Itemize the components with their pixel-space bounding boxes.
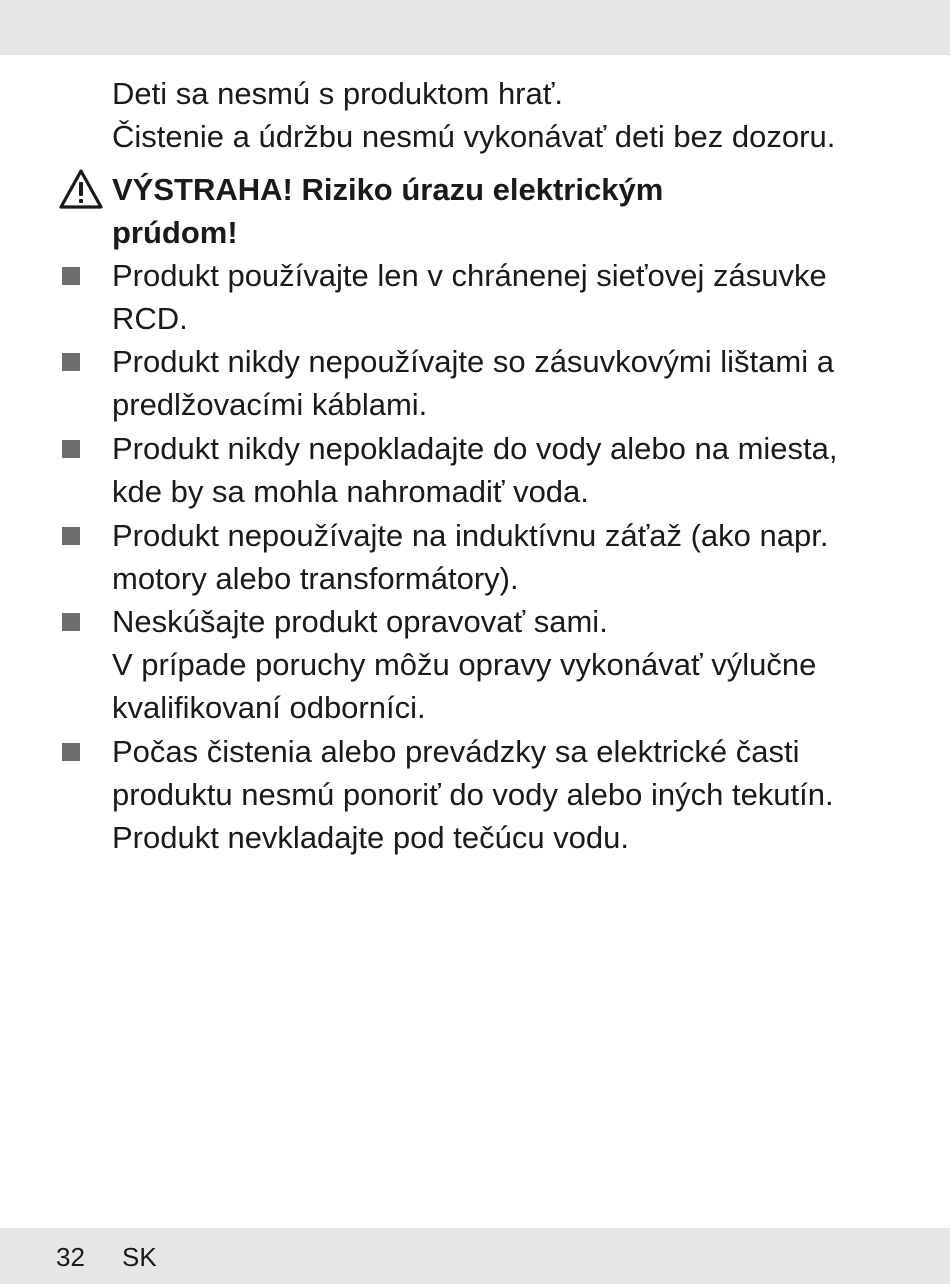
page-number: 32: [56, 1242, 85, 1272]
list-item-line: Produkt používajte len v chránenej sieťovej zásuvke: [112, 258, 827, 293]
bullet-icon: [62, 353, 80, 371]
header-band: [0, 0, 950, 55]
warning-triangle-icon: [58, 168, 104, 210]
list-item-line: motory alebo transformátory).: [112, 561, 519, 596]
bullet-icon: [62, 527, 80, 545]
list-item-line: produktu nesmú ponoriť do vody alebo iných tekutín.: [112, 777, 834, 812]
list-item-line: kde by sa mohla nahromadiť voda.: [112, 474, 589, 509]
warning-title-line-2: prúdom!: [112, 215, 238, 250]
list-item-line: predlžovacími káblami.: [112, 387, 428, 422]
intro-line-2: Čistenie a údržbu nesmú vykonávať deti bez dozoru.: [112, 119, 836, 154]
list-item-line: Produkt nikdy nepoužívajte so zásuvkovými lištami a: [112, 344, 834, 379]
bullet-icon: [62, 440, 80, 458]
list-item-line: Počas čistenia alebo prevádzky sa elektrické časti: [112, 734, 800, 769]
intro-line-1: Deti sa nesmú s produktom hrať.: [112, 76, 563, 111]
list-item-line: V prípade poruchy môžu opravy vykonávať výlučne: [112, 647, 817, 682]
list-item-line: Produkt nikdy nepokladajte do vody alebo na miesta,: [112, 431, 838, 466]
bullet-icon: [62, 613, 80, 631]
bullet-icon: [62, 743, 80, 761]
list-item-line: kvalifikovaní odborníci.: [112, 690, 426, 725]
language-code: SK: [122, 1242, 157, 1272]
bullet-icon: [62, 267, 80, 285]
list-item-line: Neskúšajte produkt opravovať sami.: [112, 604, 608, 639]
warning-title-line-1: VÝSTRAHA! Riziko úrazu elektrickým: [112, 172, 664, 207]
list-item-line: RCD.: [112, 301, 188, 336]
list-item-line: Produkt nepoužívajte na induktívnu záťaž (ako napr.: [112, 518, 829, 553]
list-item-line: Produkt nevkladajte pod tečúcu vodu.: [112, 820, 630, 855]
